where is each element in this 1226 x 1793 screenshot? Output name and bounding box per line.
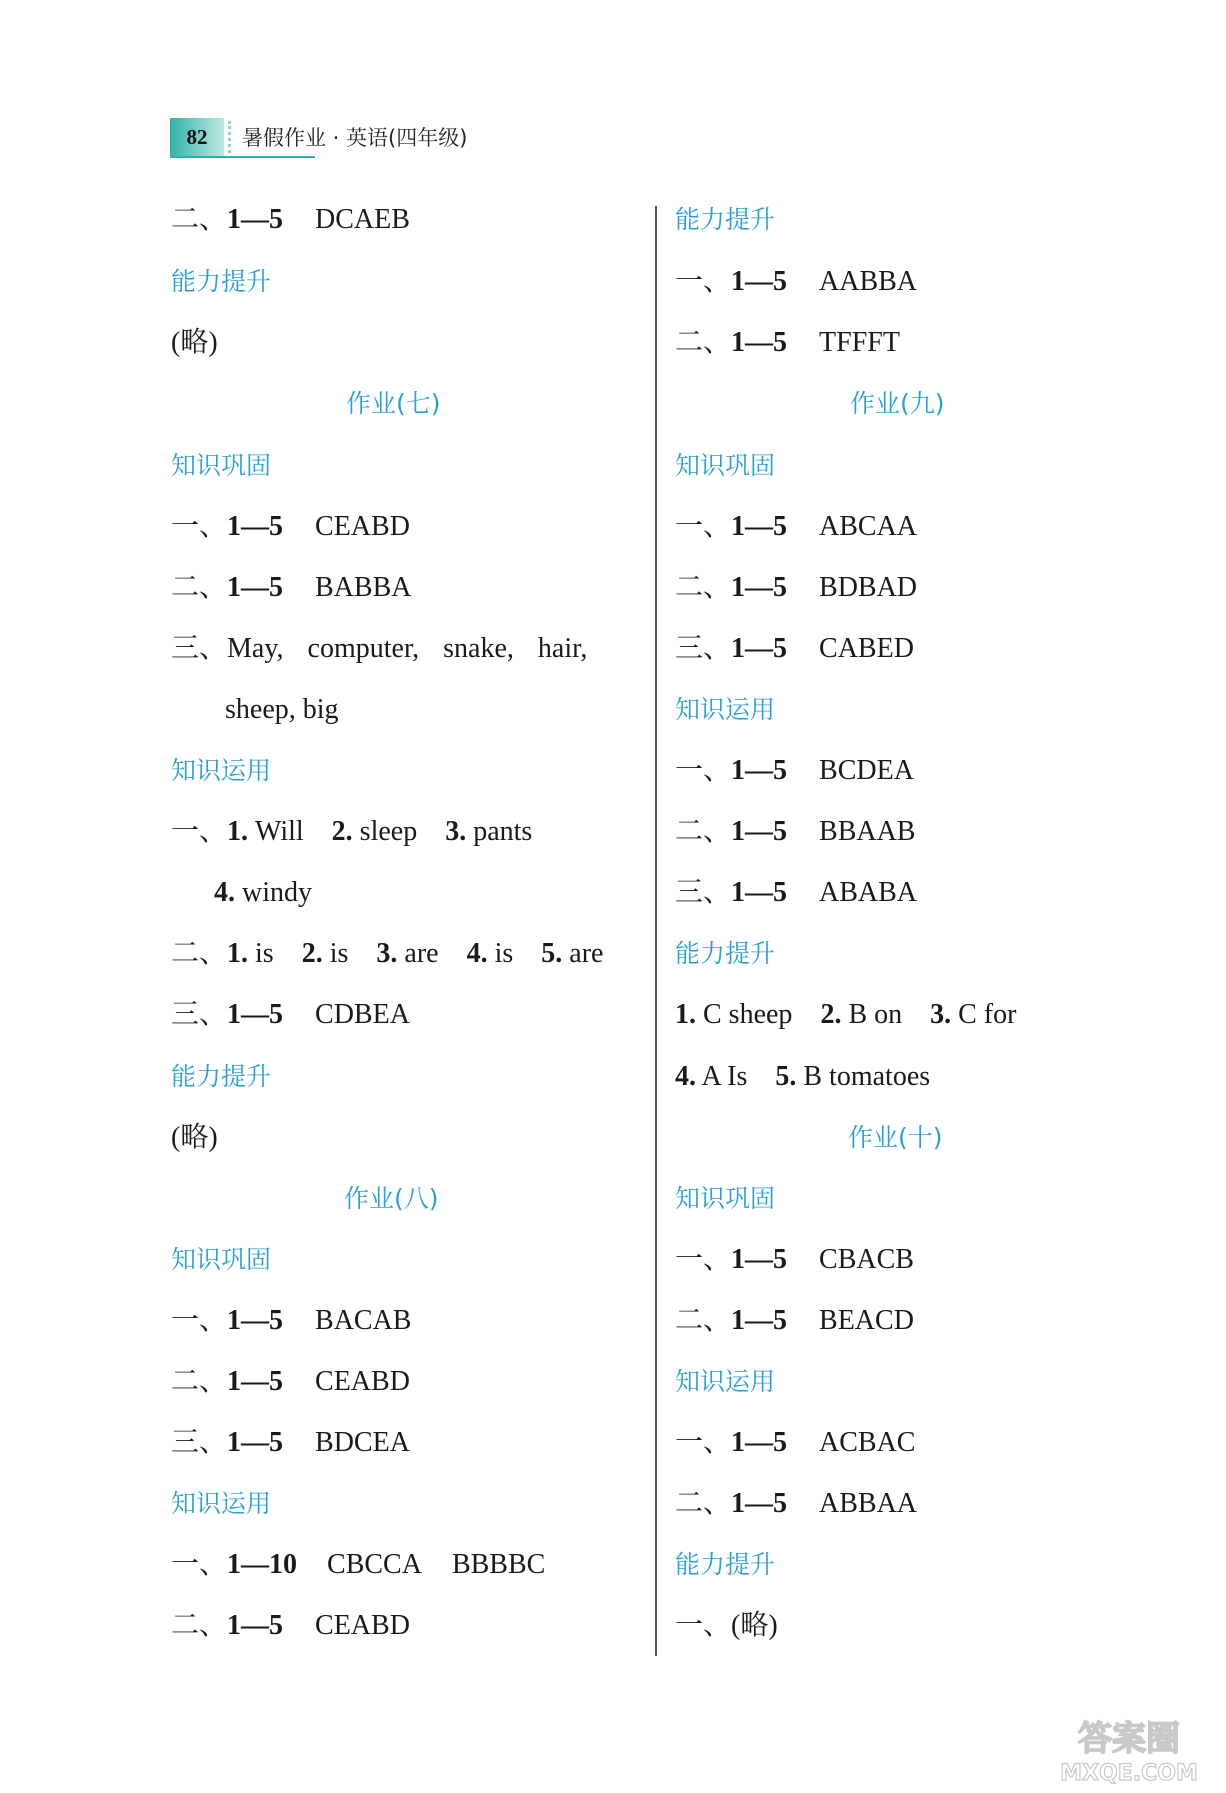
section-heading: 能力提升 xyxy=(675,939,776,968)
section-heading: 知识巩固 xyxy=(171,1245,272,1274)
answer-line: 二、1—5 BABBA xyxy=(171,572,412,603)
answer-line: 1. C sheep 2. B on 3. C for xyxy=(675,999,1017,1030)
answer-line: 一、1—5 CBACB xyxy=(675,1244,914,1275)
answer-line: 一、1—5 ABCAA xyxy=(675,511,918,542)
answer-line: 二、1—5 CEABD xyxy=(171,1366,410,1397)
answer-line: 二、1—5 BDBAD xyxy=(675,572,918,603)
answer-line: 三、1—5 BDCEA xyxy=(171,1427,410,1458)
answer-line: 三、May, computer, snake, hair, xyxy=(171,633,588,664)
section-heading: 知识运用 xyxy=(171,756,272,785)
section-heading: 知识巩固 xyxy=(675,1184,776,1213)
answer-line-continued: sheep, big xyxy=(225,694,339,725)
omitted-note: (略) xyxy=(171,1122,218,1153)
answer-line: 二、1—5 TFFFT xyxy=(675,327,900,358)
answer-line: 二、1. is 2. is 3. are 4. is 5. are xyxy=(171,938,604,969)
answer-line: 一、1—5 ACBAC xyxy=(675,1427,916,1458)
watermark-line2: MXQE.COM xyxy=(1060,1761,1198,1786)
answer-line: 一、1—5 BACAB xyxy=(171,1305,412,1336)
section-heading: 知识运用 xyxy=(171,1489,272,1518)
assignment-title: 作业(十) xyxy=(848,1123,943,1152)
answer-line: 一、1—10 CBCCA BBBBC xyxy=(171,1549,546,1580)
watermark-line1: 答案圈 xyxy=(1078,1719,1180,1759)
assignment-title: 作业(八) xyxy=(344,1184,439,1213)
section-heading: 知识运用 xyxy=(675,1367,776,1396)
assignment-title: 作业(七) xyxy=(346,389,441,418)
answer-line: 一、1. Will 2. sleep 3. pants xyxy=(171,816,533,847)
answer-line: 二、1—5 DCAEB xyxy=(171,204,410,235)
watermark-logo xyxy=(1044,1708,1214,1788)
answer-line: 三、1—5 ABABA xyxy=(675,877,918,908)
section-heading: 知识巩固 xyxy=(171,451,272,480)
answer-line: 二、1—5 BBAAB xyxy=(675,816,916,847)
answer-line: 三、1—5 CDBEA xyxy=(171,999,410,1030)
page-number: 82 xyxy=(170,118,224,156)
section-heading: 知识巩固 xyxy=(675,451,776,480)
omitted-note: 一、(略) xyxy=(675,1610,778,1641)
watermark-graphic xyxy=(1044,1708,1214,1788)
answer-line: 二、1—5 BEACD xyxy=(675,1305,914,1336)
answer-line: 一、1—5 AABBA xyxy=(675,266,918,297)
answer-line: 一、1—5 CEABD xyxy=(171,511,410,542)
section-heading: 能力提升 xyxy=(675,205,776,234)
section-heading: 能力提升 xyxy=(171,267,272,296)
answer-line: 二、1—5 CEABD xyxy=(171,1610,410,1641)
omitted-note: (略) xyxy=(171,327,218,358)
section-heading: 能力提升 xyxy=(171,1062,272,1091)
answer-line: 4. A Is 5. B tomatoes xyxy=(675,1061,931,1092)
header-title: 暑假作业 · 英语(四年级) xyxy=(242,126,468,150)
section-heading: 能力提升 xyxy=(675,1550,776,1579)
section-heading: 知识运用 xyxy=(675,695,776,724)
answer-line: 三、1—5 CABED xyxy=(675,633,914,664)
column-divider xyxy=(655,206,657,1656)
header-dots xyxy=(228,121,235,153)
assignment-title: 作业(九) xyxy=(850,389,945,418)
answer-line: 二、1—5 ABBAA xyxy=(675,1488,918,1519)
answer-line: 一、1—5 BCDEA xyxy=(675,755,914,786)
header-underline xyxy=(170,156,315,158)
answer-line-continued: 4. windy xyxy=(214,877,312,908)
